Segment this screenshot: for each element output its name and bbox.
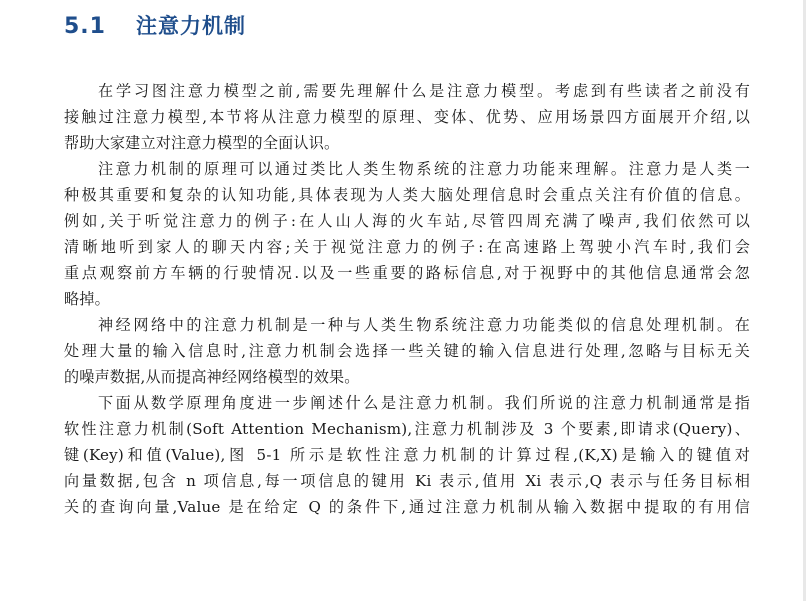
paragraph-1 xyxy=(64,78,750,156)
text-line: 重点观察前方车辆的行驶情况.以及一些重要的路标信息,对于视野中的其他信息通常会忽 xyxy=(64,264,750,282)
section-heading xyxy=(64,10,246,40)
text-line: 键(Key)和值(Value),图 5-1 所示是软性注意力机制的计算过程,(K,X)是输入的键值对 xyxy=(64,446,750,464)
body-text xyxy=(64,78,750,520)
text-line: 清晰地听到家人的聊天内容;关于视觉注意力的例子:在高速路上驾驶小汽车时,我们会 xyxy=(64,238,750,256)
section-title: 注意力机制 xyxy=(135,14,246,38)
text-line: 略掉。 xyxy=(64,290,110,308)
text-line: 处理大量的输入信息时,注意力机制会选择一些关键的输入信息进行处理,忽略与目标无关 xyxy=(64,342,750,360)
text-line: 例如,关于听觉注意力的例子:在人山人海的火车站,尽管四周充满了噪声,我们依然可以 xyxy=(64,212,750,230)
section-number: 5.1 xyxy=(64,14,106,39)
paragraph-3 xyxy=(64,312,750,390)
text-line: 种极其重要和复杂的认知功能,具体表现为人类大脑处理信息时会重点关注有价值的信息。 xyxy=(64,186,750,204)
text-line: 在学习图注意力模型之前,需要先理解什么是注意力模型。考虑到有些读者之前没有 xyxy=(98,82,750,100)
text-line: 帮助大家建立对注意力模型的全面认识。 xyxy=(64,134,340,152)
text-line: 向量数据,包含 n 项信息,每一项信息的键用 Ki 表示,值用 Xi 表示,Q 表示与任务目标相 xyxy=(64,472,750,490)
text-line: 软性注意力机制(Soft Attention Mechanism),注意力机制涉及 3 个要素,即请求(Query)、 xyxy=(64,420,750,438)
paragraph-4 xyxy=(64,390,750,520)
text-line: 注意力机制的原理可以通过类比人类生物系统的注意力功能来理解。注意力是人类一 xyxy=(98,160,750,178)
text-line: 的噪声数据,从而提高神经网络模型的效果。 xyxy=(64,368,360,386)
text-line: 接触过注意力模型,本节将从注意力模型的原理、变体、优势、应用场景四方面展开介绍,以 xyxy=(64,108,750,126)
text-line: 关的查询向量,Value 是在给定 Q 的条件下,通过注意力机制从输入数据中提取的有用信 xyxy=(64,498,750,516)
text-line: 神经网络中的注意力机制是一种与人类生物系统注意力功能类似的信息处理机制。在 xyxy=(98,316,750,334)
paragraph-2 xyxy=(64,156,750,312)
text-line: 下面从数学原理角度进一步阐述什么是注意力机制。我们所说的注意力机制通常是指 xyxy=(98,394,750,412)
